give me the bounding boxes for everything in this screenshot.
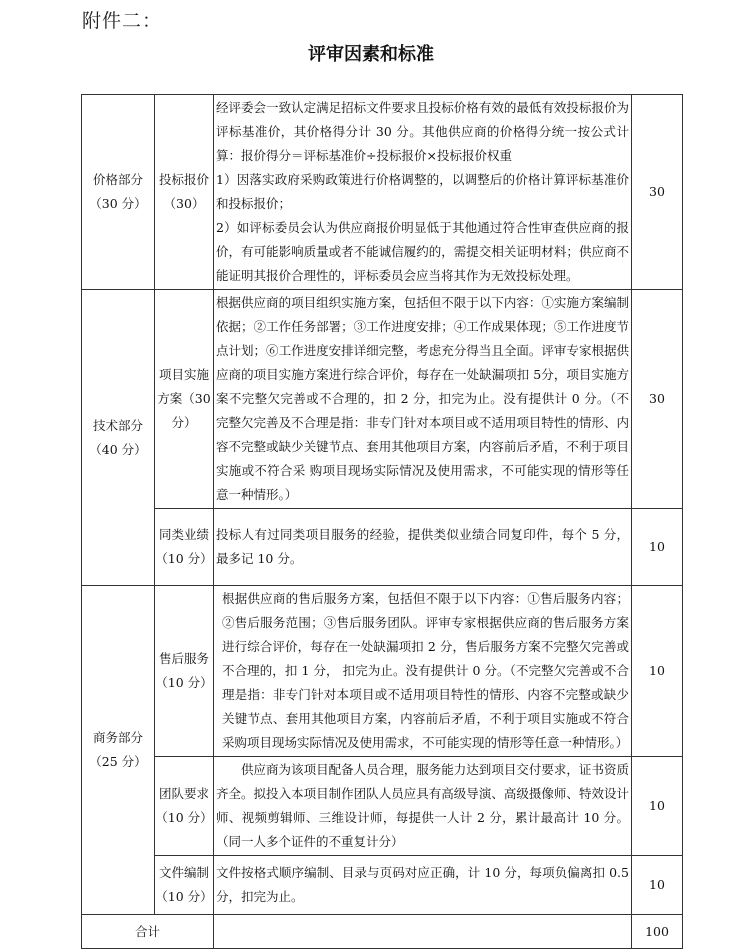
category-label: 价格部分 <box>92 172 143 187</box>
score-similar-performance: 10 <box>632 509 683 586</box>
table-row-technical-performance <box>82 509 683 586</box>
item-document-preparation: 文件编制（10 分） <box>155 856 214 915</box>
table-row-after-sales <box>82 586 683 757</box>
item-points: （10 分） <box>155 675 213 690</box>
item-label: 售后服务 <box>158 651 209 666</box>
category-technical <box>82 290 155 586</box>
item-implementation-plan: 项目实施方案（30 分） <box>155 290 214 509</box>
description-document-preparation: 文件按格式顺序编制、目录与页码对应正确，计 10 分，每项负偏离扣 0.5 分，扣完为止。 <box>214 856 632 915</box>
category-points: （25 分） <box>89 754 147 769</box>
table-row-technical-plan <box>82 290 683 509</box>
description-paragraph: 2）如评标委员会认为供应商报价明显低于其他通过符合性审查供应商的报价，有可能影响质量或者不能诚信履约的，需提交相关证明材料；供应商不能证明其报价合理性的，评标委员会应当将其作为无效投标处理。 <box>216 220 629 283</box>
description-paragraph: 经评委会一致认定满足招标文件要求且投标价格有效的最低有效投标报价为评标基准价，其价格得分计 30 分。其他供应商的价格得分统一按公式计算：报价得分＝评标基准价÷投标报价×投标报价权重 <box>216 100 629 163</box>
item-bid-price <box>155 95 214 290</box>
item-label: 投标报价 <box>158 172 209 187</box>
category-label: 技术部分 <box>92 417 143 433</box>
description-paragraph: 1）因落实政府采购政策进行价格调整的，以调整后的价格计算评标基准价和投标报价； <box>216 172 629 211</box>
category-label: 商务部分 <box>92 730 143 745</box>
total-label: 合计 <box>82 915 214 949</box>
score-document-preparation: 10 <box>632 856 683 915</box>
category-points: （40 分） <box>89 441 147 457</box>
score-implementation-plan: 30 <box>632 290 683 509</box>
table-row-total <box>82 915 683 949</box>
item-team-requirements: 团队要求（10 分） <box>155 757 214 856</box>
total-empty-cell <box>214 915 632 949</box>
score-team-requirements: 10 <box>632 757 683 856</box>
item-points: （30） <box>163 196 205 211</box>
score-after-sales: 10 <box>632 586 683 757</box>
table-row-price <box>82 95 683 290</box>
description-bid-price <box>214 95 632 290</box>
item-similar-performance: 同类业绩（10 分） <box>155 509 214 586</box>
table-row-team <box>82 757 683 856</box>
category-points: （30 分） <box>89 196 147 211</box>
description-paragraph: 供应商为该项目配备人员合理，服务能力达到项目交付要求，证书资质齐全。拟投入本项目制作团队人员应具有高级导演、高级摄像师、特效设计师、视频剪辑师、三维设计师，每提供一人计 2 分，累计最高计 10 分。（同一人多个证件的不重复计分） <box>216 762 629 849</box>
score-bid-price: 30 <box>632 95 683 290</box>
description-after-sales: 根据供应商的售后服务方案，包括但不限于以下内容：①售后服务内容；②售后服务范围；③售后服务团队。评审专家根据供应商的售后服务方案进行综合评价，每存在一处缺漏项扣 2 分，售后服务方案不完整欠完善或不合理的，扣 1 分， 扣完为止。没有提供计 0 分。（不完整欠完善或不合理是指：非专门针对本项目或不适用项目特性的情形、内容不完整或缺少关键节点、套用其他项目方案，内容前后矛盾，不利于项目实施或不符合采购项目现场实际情况及使用需求，不可能实现的情形等任意一种情形。） <box>214 586 632 757</box>
category-price <box>82 95 155 290</box>
total-score: 100 <box>632 915 683 949</box>
category-business <box>82 586 155 915</box>
evaluation-table <box>81 94 683 949</box>
attachment-label: 附件二： <box>82 10 163 32</box>
description-team-requirements <box>214 757 632 856</box>
description-implementation-plan: 根据供应商的项目组织实施方案，包括但不限于以下内容：①实施方案编制依据；②工作任务部署；③工作进度安排；④工作成果体现；⑤工作进度节点计划；⑥工作进度安排详细完整，考虑充分得当且全面。评审专家根据供应商的项目实施方案进行综合评价，每存在一处缺漏项扣 5分，项目实施方案不完整欠完善或不合理的，扣 2 分，扣完为止。没有提供计 0 分。（不完整欠完善及不合理是指：非专门针对本项目或不适用项目特性的情形、内容不完整或缺少关键节点、套用其他项目方案，内容前后矛盾，不利于项目实施或不符合采 购项目现场实际情况及使用需求，不可能实现的情形等任意一种情形。） <box>214 290 632 509</box>
document-title: 评审因素和标准 <box>308 44 434 65</box>
item-after-sales <box>155 586 214 757</box>
table-row-documents <box>82 856 683 915</box>
description-similar-performance: 投标人有过同类项目服务的经验，提供类似业绩合同复印件，每个 5 分，最多记 10 分。 <box>214 509 632 586</box>
